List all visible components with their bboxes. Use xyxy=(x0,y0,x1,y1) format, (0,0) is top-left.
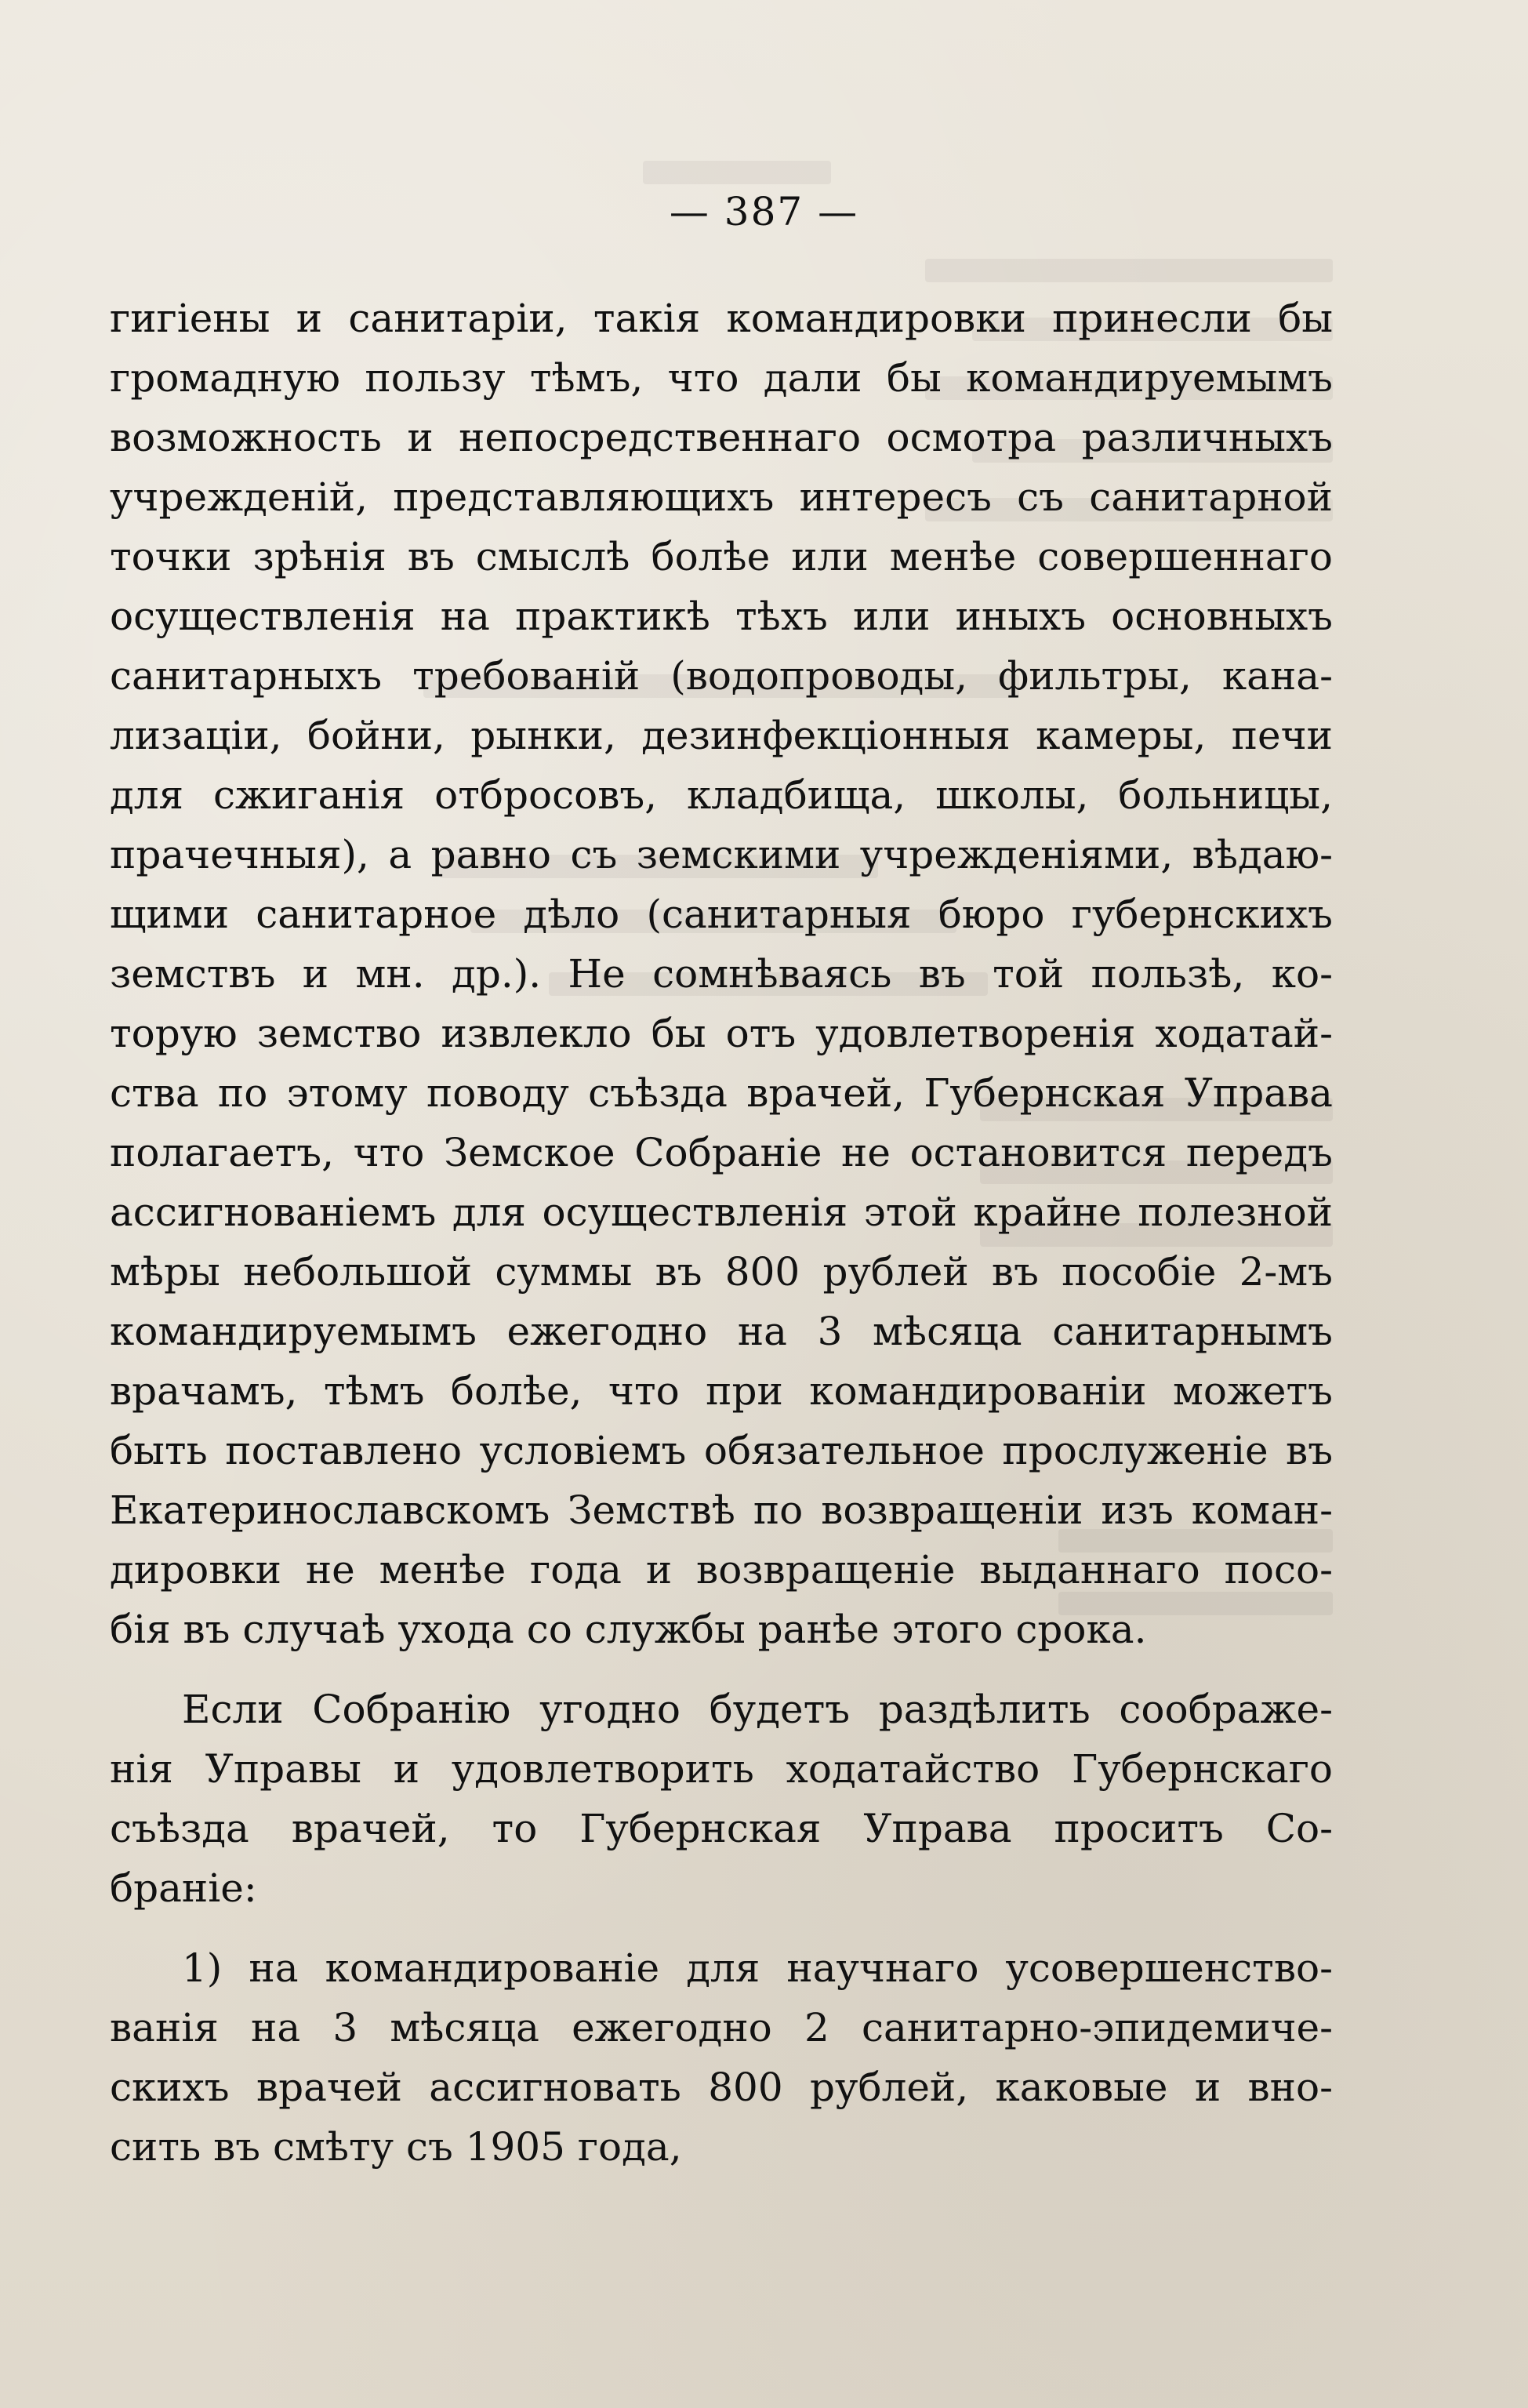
text-line: для сжиганія отбросовъ, кладбища, школы, больницы, xyxy=(110,772,1333,818)
text-line: громадную пользу тѣмъ, что дали бы командируемымъ xyxy=(110,355,1333,401)
text-line: осуществленія на практикѣ тѣхъ или иныхъ основныхъ xyxy=(110,594,1333,639)
text-line: браніе: xyxy=(110,1865,257,1911)
paragraph xyxy=(110,1938,1333,2177)
body-text xyxy=(110,289,1333,2177)
text-line: мѣры небольшой суммы въ 800 рублей въ пособіе 2-мъ xyxy=(110,1249,1333,1295)
text-line: Екатеринославскомъ Земствѣ по возвращеніи изъ коман- xyxy=(110,1487,1333,1533)
paragraph-gap xyxy=(110,1659,1333,1680)
paragraph xyxy=(110,289,1333,1659)
text-line: щими санитарное дѣло (санитарныя бюро губернскихъ xyxy=(110,892,1333,937)
text-line: прачечныя), а равно съ земскими учрежденіями, вѣдаю- xyxy=(110,832,1333,877)
page-number: — 387 — xyxy=(669,189,859,234)
text-line: санитарныхъ требованій (водопроводы, фильтры, кана- xyxy=(110,653,1333,699)
text-line: бія въ случаѣ ухода со службы ранѣе этого срока. xyxy=(110,1607,1147,1652)
text-line: дировки не менѣе года и возвращеніе выданнаго посо- xyxy=(110,1547,1333,1593)
text-line: скихъ врачей ассигновать 800 рублей, каковые и вно- xyxy=(110,2065,1333,2110)
text-line: гигіены и санитаріи, такія командировки принесли бы xyxy=(110,296,1333,341)
text-line: ства по этому поводу съѣзда врачей, Губернская Управа xyxy=(110,1070,1333,1116)
paragraph xyxy=(110,1680,1333,1918)
text-line: возможность и непосредственнаго осмотра различныхъ xyxy=(110,415,1333,460)
text-line: Если Собранію угодно будетъ раздѣлить соображе- xyxy=(182,1687,1333,1732)
text-line: врачамъ, тѣмъ болѣе, что при командированіи можетъ xyxy=(110,1368,1333,1414)
text-line: ассигнованіемъ для осуществленія этой крайне полезной xyxy=(110,1189,1333,1235)
text-line: ванія на 3 мѣсяца ежегодно 2 санитарно-эпидемиче- xyxy=(110,2005,1333,2050)
text-line: точки зрѣнія въ смыслѣ болѣе или менѣе совершеннаго xyxy=(110,534,1333,579)
text-line: командируемымъ ежегодно на 3 мѣсяца санитарнымъ xyxy=(110,1309,1333,1354)
text-line: торую земство извлекло бы отъ удовлетворенія ходатай- xyxy=(110,1011,1333,1056)
text-line: нія Управы и удовлетворить ходатайство Губернскаго xyxy=(110,1746,1333,1792)
text-line: лизаціи, бойни, рынки, дезинфекціонныя камеры, печи xyxy=(110,713,1333,758)
text-line: быть поставлено условіемъ обязательное прослуженіе въ xyxy=(110,1428,1333,1473)
text-line: 1) на командированіе для научнаго усовершенство- xyxy=(182,1945,1333,1991)
text-line: съѣзда врачей, то Губернская Управа проситъ Со- xyxy=(110,1806,1333,1851)
text-line: земствъ и мн. др.). Не сомнѣваясь въ той пользѣ, ко- xyxy=(110,951,1333,997)
text-line: учрежденій, представляющихъ интересъ съ санитарной xyxy=(110,474,1333,520)
text-line: сить въ смѣту съ 1905 года, xyxy=(110,2124,682,2170)
text-line: полагаетъ, что Земское Собраніе не остановится передъ xyxy=(110,1130,1333,1175)
paragraph-gap xyxy=(110,1918,1333,1938)
